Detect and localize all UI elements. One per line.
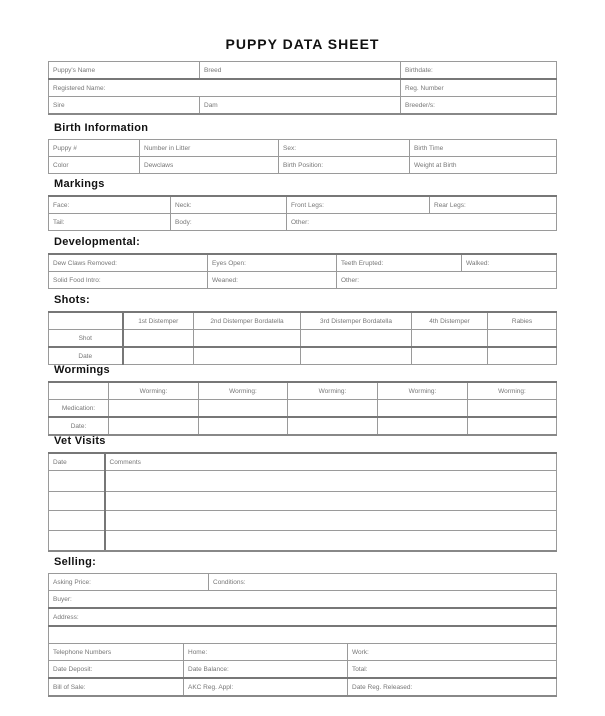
shots-col-2nd-distemper: 2nd Distemper Bordatella xyxy=(194,312,301,330)
date-balance-field[interactable]: Date Balance: xyxy=(184,661,348,679)
dewclaws-field[interactable]: Dewclaws xyxy=(140,157,279,174)
wormings-cell[interactable] xyxy=(109,417,199,435)
tail-field[interactable]: Tail: xyxy=(49,214,171,231)
registered-name-field[interactable]: Registered Name: xyxy=(49,79,401,97)
wormings-row-date-label: Date: xyxy=(49,417,109,435)
rear-legs-field[interactable]: Rear Legs: xyxy=(430,196,557,214)
vet-visits-col-comments: Comments xyxy=(105,453,557,471)
dam-field[interactable]: Dam xyxy=(200,97,401,115)
developmental-heading: Developmental: xyxy=(54,236,141,248)
puppys-name-field[interactable]: Puppy's Name xyxy=(49,62,200,80)
wormings-cell[interactable] xyxy=(288,400,378,418)
markings-other-field[interactable]: Other: xyxy=(287,214,557,231)
walked-field[interactable]: Walked: xyxy=(462,254,557,272)
wormings-col-5: Worming: xyxy=(468,382,557,400)
shots-cell[interactable] xyxy=(412,347,488,365)
wormings-col-2: Worming: xyxy=(199,382,288,400)
conditions-field[interactable]: Conditions: xyxy=(209,574,557,591)
shots-col-rabies: Rabies xyxy=(488,312,557,330)
vet-visit-comment-cell[interactable] xyxy=(105,531,557,552)
eyes-open-field[interactable]: Eyes Open: xyxy=(208,254,337,272)
shots-col-3rd-distemper: 3rd Distemper Bordatella xyxy=(301,312,412,330)
wormings-col-4: Worming: xyxy=(378,382,468,400)
breeders-field[interactable]: Breeder/s: xyxy=(401,97,557,115)
vet-visits-col-date: Date xyxy=(49,453,105,471)
selling-heading: Selling: xyxy=(54,556,97,568)
date-reg-released-field[interactable]: Date Reg. Released: xyxy=(348,678,557,696)
vet-visits-table xyxy=(48,452,557,552)
shots-cell[interactable] xyxy=(488,347,557,365)
body-field[interactable]: Body: xyxy=(171,214,287,231)
birth-information-table xyxy=(48,139,557,174)
birthdate-field[interactable]: Birthdate: xyxy=(401,62,557,80)
date-deposit-field[interactable]: Date Deposit: xyxy=(49,661,184,679)
vet-visit-comment-cell[interactable] xyxy=(105,492,557,511)
developmental-other-field[interactable]: Other: xyxy=(337,272,557,289)
teeth-erupted-field[interactable]: Teeth Erupted: xyxy=(337,254,462,272)
color-field[interactable]: Color xyxy=(49,157,140,174)
vet-visit-date-cell[interactable] xyxy=(49,471,105,492)
markings-heading: Markings xyxy=(54,178,105,190)
shots-heading: Shots: xyxy=(54,294,91,306)
wormings-cell[interactable] xyxy=(199,417,288,435)
sex-field[interactable]: Sex: xyxy=(279,140,410,157)
wormings-cell[interactable] xyxy=(288,417,378,435)
shots-row-date-label: Date xyxy=(49,347,123,365)
shots-cell[interactable] xyxy=(123,347,194,365)
bill-of-sale-field[interactable]: Bill of Sale: xyxy=(49,678,184,696)
address-line-2-field[interactable] xyxy=(49,626,557,644)
weaned-field[interactable]: Weaned: xyxy=(208,272,337,289)
developmental-table xyxy=(48,253,557,289)
header-fields-table xyxy=(48,61,557,115)
solid-food-intro-field[interactable]: Solid Food Intro: xyxy=(49,272,208,289)
wormings-table xyxy=(48,381,557,436)
breed-field[interactable]: Breed xyxy=(200,62,401,80)
shots-cell[interactable] xyxy=(412,330,488,348)
sire-field[interactable]: Sire xyxy=(49,97,200,115)
selling-table xyxy=(48,573,557,697)
face-field[interactable]: Face: xyxy=(49,196,171,214)
shots-row-shot-label: Shot xyxy=(49,330,123,348)
wormings-cell[interactable] xyxy=(378,417,468,435)
shots-col-4th-distemper: 4th Distemper xyxy=(412,312,488,330)
number-in-litter-field[interactable]: Number in Litter xyxy=(140,140,279,157)
shots-cell[interactable] xyxy=(194,330,301,348)
total-field[interactable]: Total: xyxy=(348,661,557,679)
shots-corner-cell xyxy=(49,312,123,330)
wormings-cell[interactable] xyxy=(109,400,199,418)
vet-visit-date-cell[interactable] xyxy=(49,492,105,511)
work-phone-field[interactable]: Work: xyxy=(348,644,557,661)
birth-time-field[interactable]: Birth Time xyxy=(410,140,557,157)
wormings-cell[interactable] xyxy=(468,400,557,418)
puppy-number-field[interactable]: Puppy # xyxy=(49,140,140,157)
wormings-row-medication-label: Medication: xyxy=(49,400,109,418)
shots-cell[interactable] xyxy=(194,347,301,365)
shots-cell[interactable] xyxy=(123,330,194,348)
front-legs-field[interactable]: Front Legs: xyxy=(287,196,430,214)
page-title: PUPPY DATA SHEET xyxy=(225,36,380,52)
asking-price-field[interactable]: Asking Price: xyxy=(49,574,209,591)
wormings-col-3: Worming: xyxy=(288,382,378,400)
akc-reg-appl-field[interactable]: AKC Reg. Appl: xyxy=(184,678,348,696)
wormings-cell[interactable] xyxy=(199,400,288,418)
shots-cell[interactable] xyxy=(488,330,557,348)
vet-visit-comment-cell[interactable] xyxy=(105,511,557,531)
neck-field[interactable]: Neck: xyxy=(171,196,287,214)
birth-position-field[interactable]: Birth Position: xyxy=(279,157,410,174)
vet-visit-date-cell[interactable] xyxy=(49,531,105,552)
shots-cell[interactable] xyxy=(301,330,412,348)
telephone-numbers-label: Telephone Numbers xyxy=(49,644,184,661)
home-phone-field[interactable]: Home: xyxy=(184,644,348,661)
birth-information-heading: Birth Information xyxy=(54,122,149,134)
markings-table xyxy=(48,195,557,231)
shots-col-1st-distemper: 1st Distemper xyxy=(123,312,194,330)
vet-visits-heading: Vet Visits xyxy=(54,435,106,447)
vet-visit-date-cell[interactable] xyxy=(49,511,105,531)
shots-table xyxy=(48,311,557,365)
shots-cell[interactable] xyxy=(301,347,412,365)
vet-visit-comment-cell[interactable] xyxy=(105,471,557,492)
wormings-cell[interactable] xyxy=(468,417,557,435)
weight-at-birth-field[interactable]: Weight at Birth xyxy=(410,157,557,174)
wormings-heading: Wormings xyxy=(54,364,110,376)
address-field[interactable]: Address: xyxy=(49,608,557,626)
wormings-cell[interactable] xyxy=(378,400,468,418)
reg-number-field[interactable]: Reg. Number xyxy=(401,79,557,97)
wormings-col-1: Worming: xyxy=(109,382,199,400)
buyer-field[interactable]: Buyer: xyxy=(49,591,557,609)
wormings-corner-cell xyxy=(49,382,109,400)
dew-claws-removed-field[interactable]: Dew Claws Removed: xyxy=(49,254,208,272)
